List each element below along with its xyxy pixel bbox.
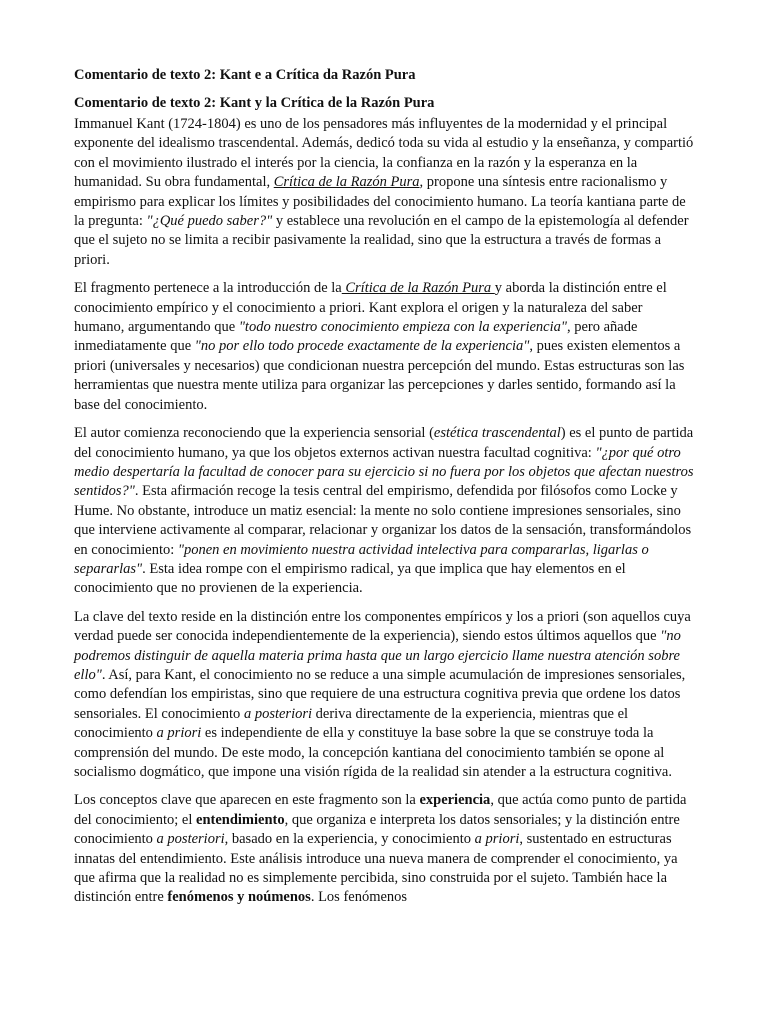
paragraph-3 (74, 424, 696, 599)
text: El fragmento pertenece a la introducción de la (74, 280, 342, 297)
paragraph-5 (74, 791, 696, 907)
quote: "¿Qué puedo saber?" (146, 213, 273, 230)
text: Los conceptos clave que aparecen en este fragmento son la (74, 792, 420, 809)
key-term: entendimiento (196, 811, 285, 828)
paragraph-1 (74, 115, 696, 270)
text: , sustentado en estructuras innatas del entendimiento. Este análisis introduce una nueva manera de comprender el conocimiento, ya que afirma que la realidad no es simplemente percibida, sino construida por el sujeto. También hace la distinción entre (74, 831, 678, 906)
text: . Esta afirmación recoge la tesis central del empirismo, defendida por filósofos como Locke y Hume. No obstante, introduce un matiz esencial: la mente no solo contiene impresiones sensoriales, sino que interviene activamente al comparar, relacionar y organizar los datos de la sensación, transformándolos en conocimiento: (74, 483, 692, 558)
text: , pues existen elementos a priori (universales y necesarios) que condicionan nuestra percepción del mundo. Estas estructuras son las herramientas que nuestra mente utiliza para organizar las percepciones y darles sentido, formando así la base del conocimiento. (74, 338, 685, 413)
document-title: Comentario de texto 2: Kant e a Crítica da Razón Pura (74, 67, 416, 83)
text: , propone una síntesis entre racionalismo y empirismo para explicar los límites y posibilidades del conocimiento humano. La teoría kantiana parte de la pregunta: (74, 174, 686, 230)
quote: "todo nuestro conocimiento empieza con la experiencia" (238, 319, 567, 336)
quote: "no podremos distinguir de aquella materia prima hasta que un largo ejercicio llame nuestra atención sobre ello" (74, 628, 681, 683)
text: La clave del texto reside en la distinción entre los componentes empíricos y los a priori (son aquellos cuya verdad puede ser conocida independientemente de la experiencia), siendo estos últimos aquellos que (74, 608, 691, 645)
term: a posteriori (156, 831, 225, 848)
text: , que actúa como punto de partida del conocimiento; el (74, 792, 687, 828)
paragraph-2 (74, 279, 696, 415)
work-title-link[interactable]: Crítica de la Razón Pura (341, 280, 495, 297)
quote: "ponen en movimiento nuestra actividad intelectiva para compararlas, ligarlas o separarlas" (74, 541, 649, 577)
term: estética trascendental (433, 425, 561, 442)
text: deriva directamente de la experiencia, mientras que el conocimiento (74, 705, 629, 742)
document-subtitle: Comentario de texto 2: Kant y la Crítica de la Razón Pura (74, 94, 435, 111)
text: ) es el punto de partida del conocimiento humano, ya que los objetos externos activan nuestra facultad cognitiva: (74, 425, 694, 461)
text: y establece una revolución en el campo de la epistemología al defender que el sujeto no se limita a recibir pasivamente la realidad, sino que la estructura a través de formas a priori. (74, 213, 689, 268)
text: y aborda la distinción entre el conocimiento empírico y el conocimiento a priori. Kant explora el origen y la naturaleza del saber humano, argumentando que (74, 280, 667, 336)
work-title-link[interactable]: Crítica de la Razón Pura (273, 174, 420, 191)
text: . Así, para Kant, el conocimiento no se reduce a una simple acumulación de impresiones sensoriales, como defendían los empiristas, sino que requiere de una estructura cognitiva previa que ordene los datos sensoriales. El conocimiento (74, 666, 686, 722)
text: , que organiza e interpreta los datos sensoriales; y la distinción entre conocimiento (74, 811, 680, 848)
key-term: fenómenos y noúmenos (167, 889, 311, 906)
text: El autor comienza reconociendo que la experiencia sensorial ( (74, 425, 434, 442)
text: , pero añade inmediatamente que (74, 319, 638, 355)
text: . Los fenómenos (310, 889, 408, 906)
term: a priori (156, 725, 202, 742)
text: Immanuel Kant (1724-1804) es uno de los pensadores más influyentes de la modernidad y el principal exponente del idealismo trascendental. Además, dedicó toda su vida al estudio y la enseñanza, y compartió con el movimiento ilustrado el interés por la ciencia, la confianza en la razón y la esperanza en la humanidad. Su obra fundamental, (74, 116, 694, 191)
term: a posteriori (243, 705, 313, 722)
document-body (74, 66, 696, 917)
text: es independiente de ella y constituye la base sobre la que se construye toda la comprensión del mundo. De este modo, la concepción kantiana del conocimiento también se opone al socialismo dogmático, que impone una visión rígida de la realidad sin atender a la estructura cognitiva. (74, 725, 672, 780)
quote: "¿por qué otro medio despertaría la facultad de conocer para su ejercicio si no fuera por los objetos que afectan nuestros sentidos?" (74, 444, 694, 500)
text: , basado en la experiencia, y conocimiento (224, 831, 475, 848)
term: a priori (474, 831, 520, 848)
quote: "no por ello todo procede exactamente de la experiencia" (194, 338, 530, 355)
key-term: experiencia (419, 792, 491, 809)
text: . Esta idea rompe con el empirismo radical, ya que implica que hay elementos en el conocimiento que no provienen de la experiencia. (74, 560, 626, 597)
paragraph-4 (74, 608, 696, 783)
